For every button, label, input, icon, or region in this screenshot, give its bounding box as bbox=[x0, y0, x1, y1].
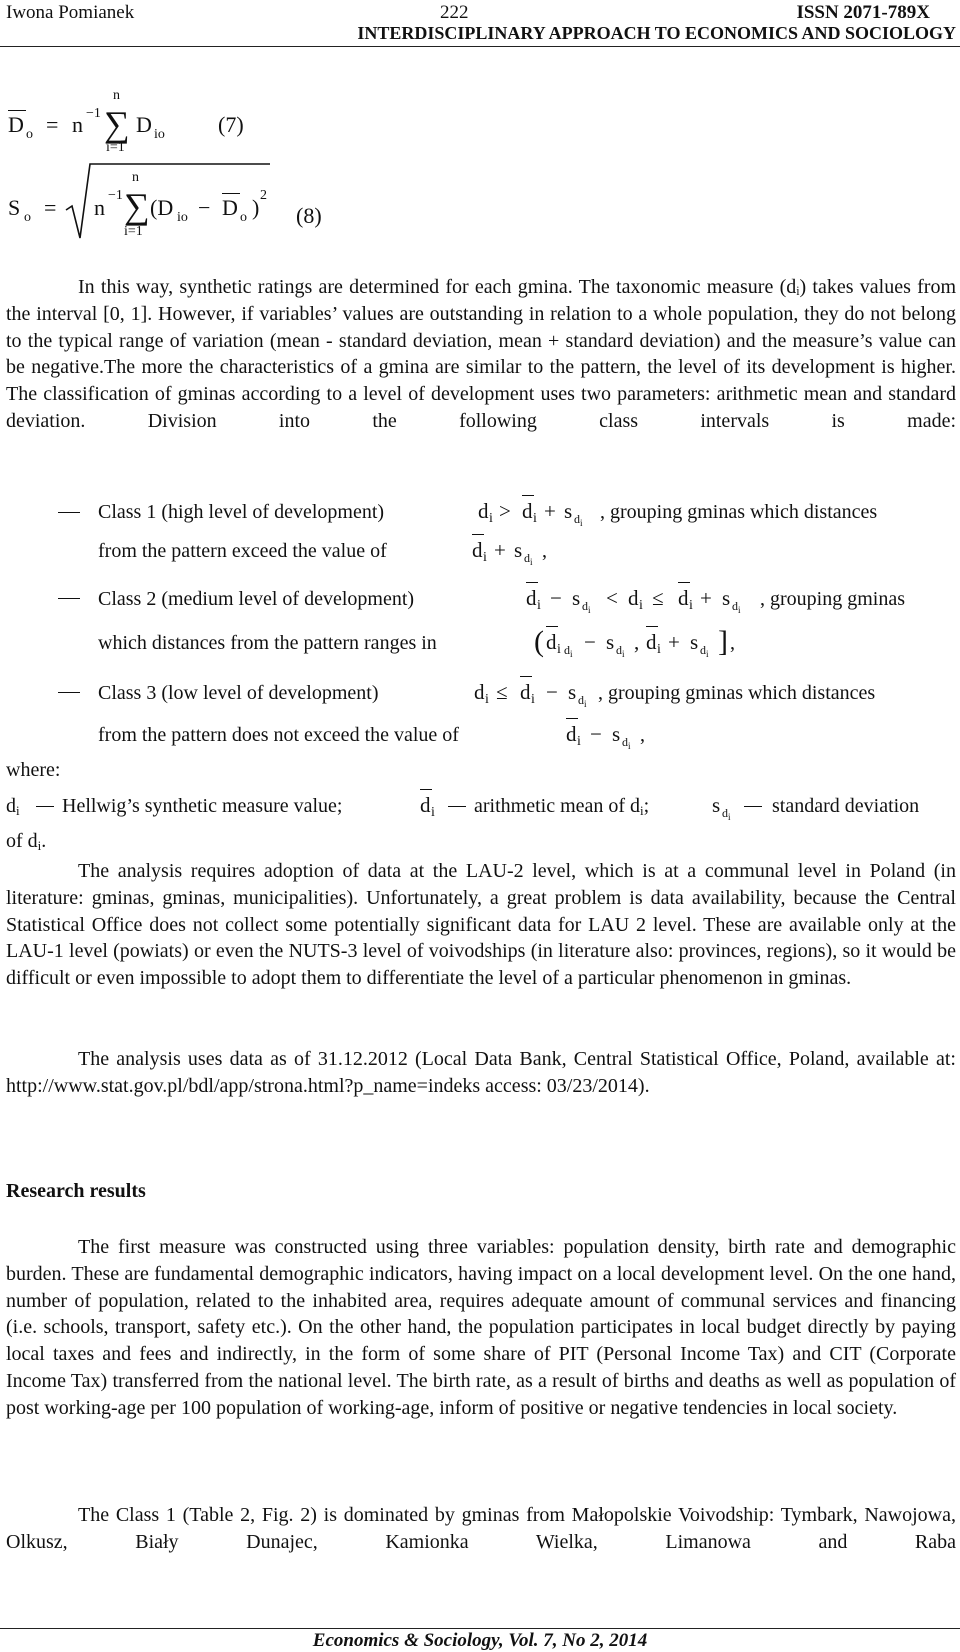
class2-continuation: which distances from the pattern ranges in bbox=[98, 632, 437, 654]
footer-rule bbox=[0, 1628, 960, 1629]
class3-label: Class 3 (low level of development) bbox=[98, 682, 379, 704]
list-dash-2 bbox=[58, 598, 80, 599]
definition-mean: arithmetic mean of d bbox=[474, 795, 641, 817]
list-dash-1 bbox=[58, 512, 80, 513]
header-author: Iwona Pomianek bbox=[6, 2, 135, 23]
header-journal-title: INTERDISCIPLINARY APPROACH TO ECONOMICS AND SOCIOLOGY bbox=[357, 23, 956, 43]
footer-journal: Economics & Sociology, Vol. 7, No 2, 2014 bbox=[312, 1630, 648, 1651]
class1-label: Class 1 (high level of development) bbox=[98, 501, 385, 523]
equation-8-number: (8) bbox=[296, 203, 322, 228]
paragraph-class1: The Class 1 (Table 2, Fig. 2) is dominated by gminas from Małopolskie Voivodship: Tymbark, Nawojowa, Olkusz, Biały Dunajec, Kamionka Wielka, Limanowa and Raba bbox=[6, 1504, 956, 1553]
definition-sd-cont: of d bbox=[6, 830, 38, 852]
class2-label: Class 2 (medium level of development) bbox=[98, 588, 415, 610]
header-page-number: 222 bbox=[440, 2, 469, 23]
paragraph-first-measure: The first measure was constructed using three variables: population density, birth rate and demographic burden. These are fundamental demographic indicators, having impact on a local development level. On the one hand, number of population, related to the inhabited area, requires adequate amount of communal services and financing (i.e. schools, transport, safety etc.). On the other hand, the population participates in local budget directly by paying local taxes and fees and indirectly, in the form of some share of PIT (Personal Income Tax) and CIT (Corporate Income Tax) transferred from the national level. The birth rate, as a result of births and deaths as well as population of post working-age per 100 population of working-age, inform of positive or negative tendencies in local society. bbox=[6, 1236, 956, 1419]
intro-paragraph: In this way, synthetic ratings are determined for each gmina. The taxonomic measure (dᵢ) takes values from the interval [0, 1]. However, if variables’ values are outstanding in relation to a whole population, they do not belong to the typical range of variation (mean - standard deviation, mean + standard deviation) and the measure’s value can be negative.The more the characteristics of a gmina are similar to the pattern, the level of its development is higher. The classification of gminas according to a level of development uses two parameters: arithmetic mean and standard deviation. Division into the following class intervals is made: bbox=[6, 276, 956, 432]
class1-continuation: from the pattern exceed the value of bbox=[98, 540, 387, 562]
class2-suffix: , grouping gminas bbox=[760, 588, 905, 610]
class3-suffix: , grouping gminas which distances bbox=[598, 682, 876, 704]
paragraph-data-source: The analysis uses data as of 31.12.2012 (Local Data Bank, Central Statistical Office, Poland, available at: http://www.stat.gov.pl/bdl/app/strona.html?p_name=indeks access: 03/23/2014). bbox=[6, 1048, 956, 1097]
equation-7-number: (7) bbox=[218, 112, 244, 137]
definition-di: Hellwig’s synthetic measure value; bbox=[62, 795, 343, 817]
class3-continuation: from the pattern does not exceed the value of bbox=[98, 724, 459, 746]
header-rule bbox=[0, 46, 960, 47]
header-issn: ISSN 2071-789X bbox=[796, 2, 930, 23]
paper-page: Iwona Pomianek 222 ISSN 2071-789X INTERDISCIPLINARY APPROACH TO ECONOMICS AND SOCIOLOGY D o = n −1 ∑ n i=1 D io (7) S o = n −1 ∑ n i=1 (D io − D o ) 2 (8) In this way, synthetic ratings are determined for each gmina. The taxonomic measure (dᵢ) takes values from the interval [0, 1]. However, if variables’ values are outstanding in relation to a whole population, they do not belong to the typical range of variation (mean - standard deviation, mean + standard deviation) and the measure’s value can be negative.The more the characteristics of a gmina are similar to the pattern, the level of its development is higher. The classification of gminas according to a level of development uses two parameters: arithmetic mean and standard deviation. Division into the following class intervals is made: Class 1 (high level of development) d i > d i + s $d_i$ , grouping gminas which distances from the pattern exceed the value of d i + s $d_i$ , Class 2 (medium level of development) d i − s $d_i$ < d i ≤ d i + s $d_i$ , grouping gminas which distances from the pattern ranges in ( d i $d_i$ − s $d_i$ , d i + s $d_i$ ] , Class 3 (low level of development) d i ≤ d i − s $d_i$ , grouping gminas which distances from the pattern does not exceed the value of d i − s $d_i$ , where: $d_i$ Hellwig’s synthetic measure value; d i arithmetic mean of $d_i$; s $d_i$ standard deviation of $d_i$. The analysis requires adoption of data at the LAU-2 level, which is at a communal level in Poland (in literature: gminas, gminas, municipalities). Unfortunately, a great problem is data availability, because the Central Statistical Office does not collect some potentially significant data for LAU 2 level. These are available only at the LAU-1 level (powiats) or even the NUTS-3 level of voivodships (in literature also: provinces, regions), so it would be difficult or even impossible to adopt them to differentiate the level of a particular phenomenon in gminas. The analysis uses data as of 31.12.2012 (Local Data Bank, Central Statistical Office, Poland, available at: http://www.stat.gov.pl/bdl/app/strona.html?p_name=indeks access: 03/23/2014). Research results The first measure was constructed using three variables: population density, birth rate and demographic burden. These are fundamental demographic indicators, having impact on a local development level. On the one hand, number of population, related to the inhabited area, requires adequate amount of communal services and financing (i.e. schools, transport, safety etc.). On the other hand, the population participates in local budget directly by paying local taxes and fees and indirectly, in the form of some share of PIT (Personal Income Tax) and CIT (Corporate Income Tax) transferred from the national level. The birth rate, as a result of births and deaths as well as population of post working-age per 100 population of working-age, inform of positive or negative tendencies in local society. The Class 1 (Table 2, Fig. 2) is dominated by gminas from Małopolskie Voivodship: Tymbark, Nawojowa, Olkusz, Biały Dunajec, Kamionka Wielka, Limanowa and Raba Economics & Sociology, Vol. 7, No 2, 2014 bbox=[0, 0, 960, 1650]
paragraph-data-level: The analysis requires adoption of data at the LAU-2 level, which is at a communal level in Poland (in literature: gminas, gminas, municipalities). Unfortunately, a great problem is data availability, because the Central Statistical Office does not collect some potentially significant data for LAU 2 level. These are available only at the LAU-1 level (powiats) or even the NUTS-3 level of voivodships (in literature also: provinces, regions), so it would be difficult or even impossible to adopt them to differentiate the level of a particular phenomenon in gminas. bbox=[6, 860, 956, 990]
list-dash-3 bbox=[58, 692, 80, 693]
where-label: where: bbox=[6, 759, 61, 781]
class1-suffix: , grouping gminas which distances bbox=[600, 501, 878, 523]
section-heading: Research results bbox=[6, 1180, 146, 1202]
definition-sd: standard deviation bbox=[772, 795, 920, 817]
